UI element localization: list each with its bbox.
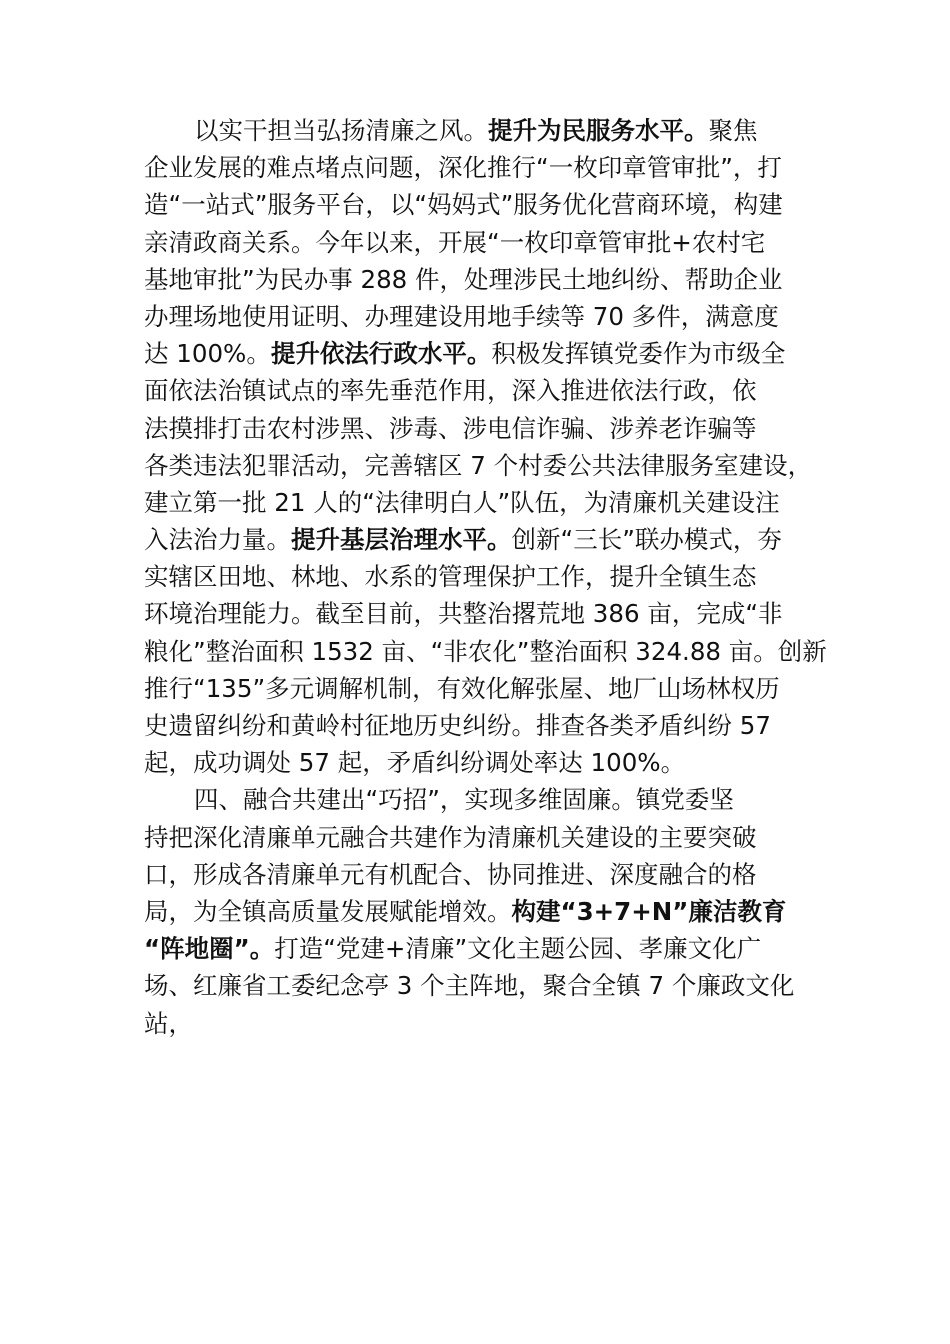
text-line: 达 100%。提升依法行政水平。积极发挥镇党委作为市级全 xyxy=(144,339,786,369)
text-line: 建立第一批 21 人的“法律明白人”队伍，为清廉机关建设注 xyxy=(144,487,780,517)
text-line: 实辖区田地、林地、水系的管理保护工作，提升全镇生态 xyxy=(144,562,757,592)
text-line: 基地审批”为民办事 288 件，处理涉民土地纠纷、帮助企业 xyxy=(144,264,783,294)
text-line: 站， xyxy=(144,1008,193,1038)
text-line: 办理场地使用证明、办理建设用地手续等 70 多件，满意度 xyxy=(144,301,779,331)
text-line: 造“一站式”服务平台，以“妈妈式”服务优化营商环境，构建 xyxy=(144,190,783,220)
text-line: 各类违法犯罪活动，完善辖区 7 个村委公共法律服务室建设， xyxy=(144,450,813,480)
text-line: 史遗留纠纷和黄岭村征地历史纠纷。排查各类矛盾纠纷 57 xyxy=(144,711,771,740)
body-text xyxy=(144,112,827,1042)
text-line: 企业发展的难点堵点问题，深化推行“一枚印章管审批”，打 xyxy=(144,153,782,183)
text-line: 亲清政商关系。今年以来，开展“一枚印章管审批+农村宅 xyxy=(144,227,766,257)
text-line: 起，成功调处 57 起，矛盾纠纷调处率达 100%。 xyxy=(144,748,686,778)
text-line: 环境治理能力。截至目前，共整治撂荒地 386 亩，完成“非 xyxy=(144,599,783,629)
text-line: 以实干担当弘扬清廉之风。提升为民服务水平。聚焦 xyxy=(194,116,758,145)
text-line: 口，形成各清廉单元有机配合、协同推进、深度融合的格 xyxy=(144,859,757,889)
text-line: 推行“135”多元调解机制，有效化解张屋、地厂山场林权历 xyxy=(144,673,780,703)
text-line: 粮化”整治面积 1532 亩、“非农化”整治面积 324.88 亩。创新 xyxy=(144,636,827,666)
text-line: 法摸排打击农村涉黑、涉毒、涉电信诈骗、涉养老诈骗等 xyxy=(144,413,757,443)
text-line: 四、融合共建出“巧招”，实现多维固廉。镇党委坚 xyxy=(194,785,734,815)
text-line: 局，为全镇高质量发展赋能增效。构建“3+7+N”廉洁教育 xyxy=(144,896,787,926)
text-line: 入法治力量。提升基层治理水平。创新“三长”联办模式，夯 xyxy=(144,525,782,555)
text-line: 持把深化清廉单元融合共建作为清廉机关建设的主要突破 xyxy=(144,822,757,852)
text-line: 面依法治镇试点的率先垂范作用，深入推进依法行政，依 xyxy=(144,376,757,406)
text-line: 场、红廉省工委纪念亭 3 个主阵地，聚合全镇 7 个廉政文化 xyxy=(144,971,795,1001)
text-line: “阵地圈”。打造“党建+清廉”文化主题公园、孝廉文化广 xyxy=(144,934,762,964)
